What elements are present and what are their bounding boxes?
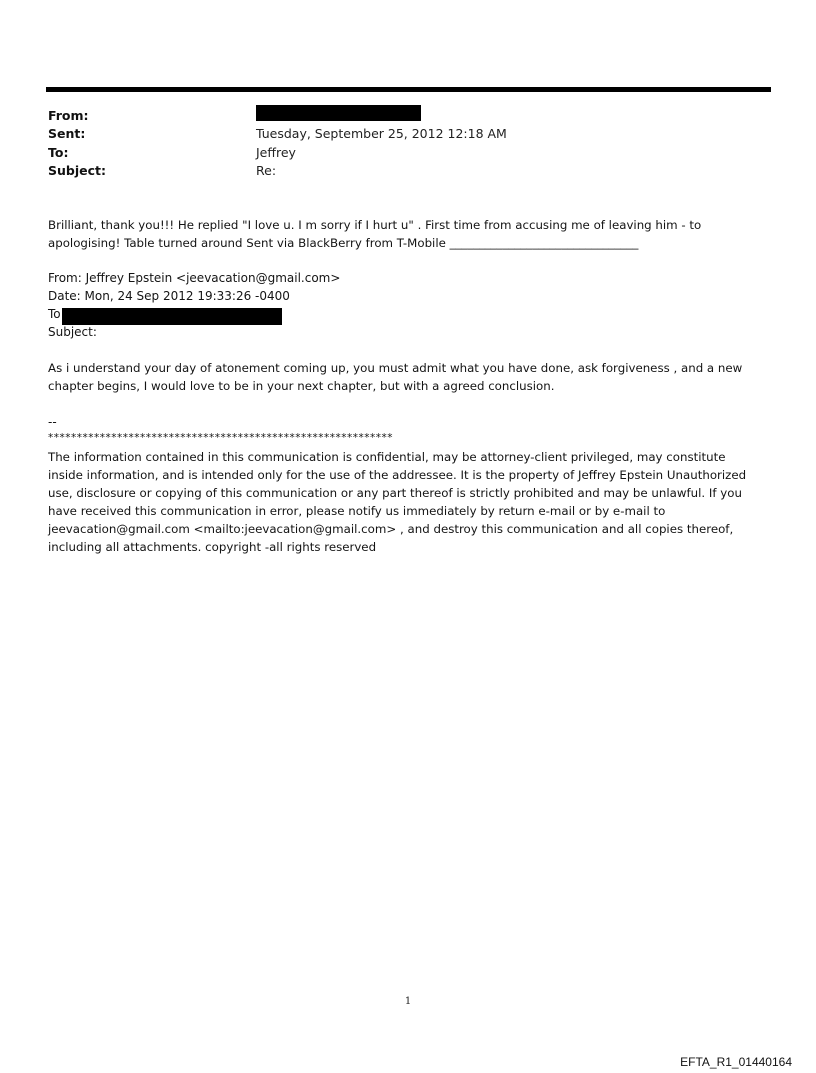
disclaimer-line: jeevacation@gmail.com <mailto:jeevacation@gmail.com> , and destroy this communication and all copies thereof, <box>48 522 734 536</box>
signature-dashes: -- <box>48 415 57 429</box>
disclaimer-line: The information contained in this communication is confidential, may be attorney-client privileged, may constitute <box>48 450 726 464</box>
subject-label: Subject: <box>48 163 106 178</box>
signature-stars: ************************************************************ <box>48 432 393 444</box>
page-number: 1 <box>404 996 412 1007</box>
sent-value: Tuesday, September 25, 2012 12:18 AM <box>256 126 507 141</box>
from-label: From: <box>48 108 89 123</box>
disclaimer-line: use, disclosure or copying of this communication or any part thereof is strictly prohibited and may be unlawful. If you <box>48 486 742 500</box>
forwarded-subject: Subject: <box>48 325 97 339</box>
sent-label: Sent: <box>48 126 86 141</box>
reply-line: Brilliant, thank you!!! He replied "I love u. I m sorry if I hurt u" . First time from accusing me of leaving him - to <box>48 218 702 232</box>
header-rule <box>46 87 771 92</box>
forwarded-to-label: To <box>48 307 61 321</box>
to-label: To: <box>48 145 69 160</box>
from-redaction <box>256 105 421 121</box>
subject-value: Re: <box>256 163 277 178</box>
to-value: Jeffrey <box>256 145 296 160</box>
disclaimer-line: have received this communication in error, please notify us immediately by return e-mail or by e-mail to <box>48 504 666 518</box>
disclaimer-line: including all attachments. copyright -all rights reserved <box>48 540 377 554</box>
forwarded-body-line: As i understand your day of atonement coming up, you must admit what you have done, ask forgiveness , and a new <box>48 361 743 375</box>
forwarded-date: Date: Mon, 24 Sep 2012 19:33:26 -0400 <box>48 289 290 303</box>
disclaimer-line: inside information, and is intended only for the use of the addressee. It is the property of Jeffrey Epstein Unauthorized <box>48 468 747 482</box>
forwarded-body-line: chapter begins, I would love to be in your next chapter, but with a agreed conclusion. <box>48 379 555 393</box>
forwarded-from: From: Jeffrey Epstein <jeevacation@gmail.com> <box>48 271 341 285</box>
document-id: EFTA_R1_01440164 <box>680 1055 792 1069</box>
reply-line: apologising! Table turned around Sent via BlackBerry from T-Mobile ________________________________ <box>48 236 639 250</box>
